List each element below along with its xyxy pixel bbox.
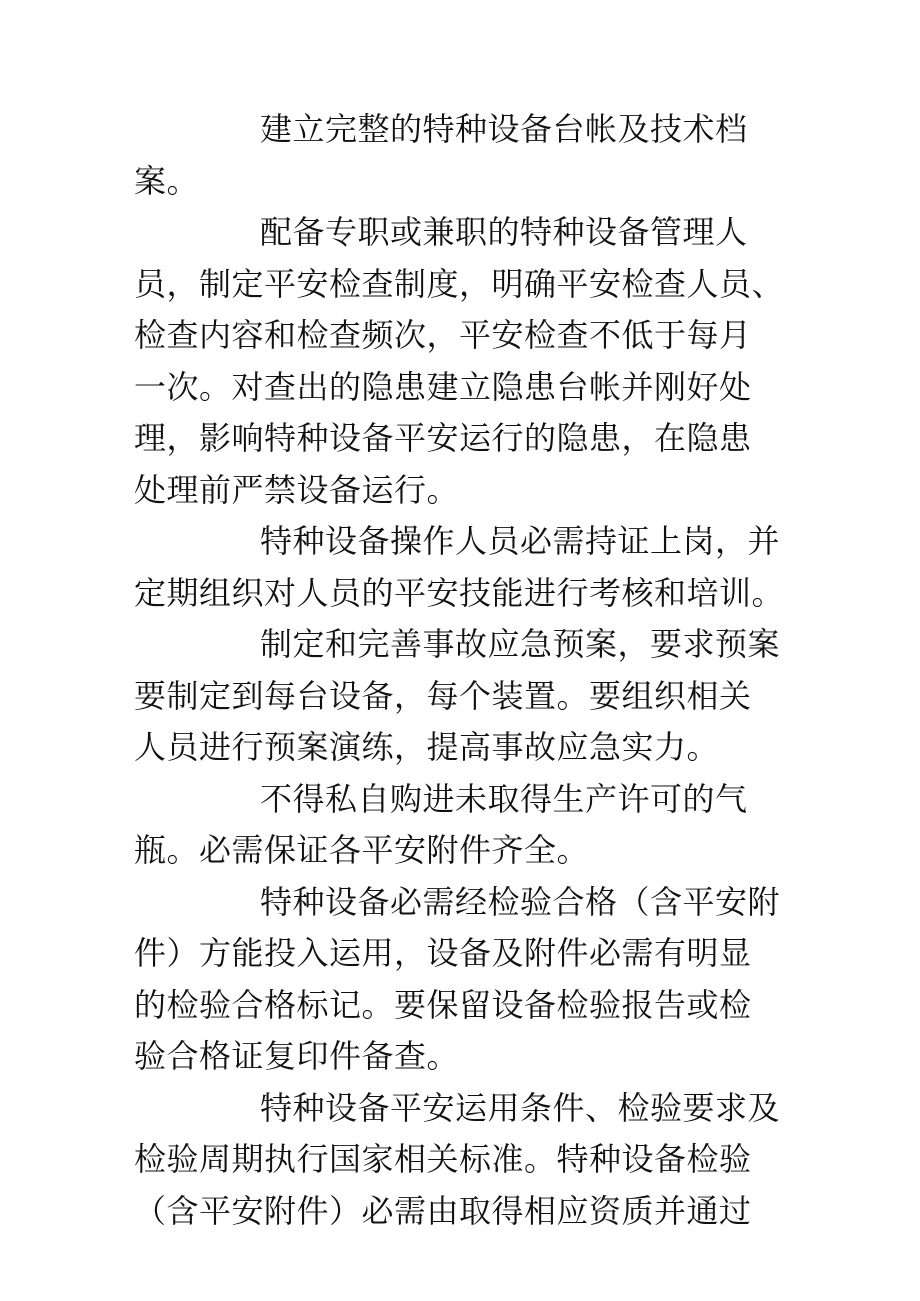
text-line: 制定和完善事故应急预案，要求预案: [260, 625, 781, 663]
text-line: 特种设备操作人员必需持证上岗，并: [260, 522, 781, 560]
text-line: 人员进行预案演练，提高事故应急实力。: [134, 728, 720, 766]
text-line: 理，影响特种设备平安运行的隐患，在隐患: [134, 419, 752, 457]
text-line: 配备专职或兼职的特种设备管理人: [260, 213, 748, 251]
text-line: （含平安附件）必需由取得相应资质并通过: [134, 1191, 752, 1230]
text-line: 瓶。必需保证各平安附件齐全。: [134, 831, 590, 869]
paragraph-emergency-plan: [134, 619, 794, 774]
paragraph-operators: [134, 516, 794, 619]
text-line: 建立完整的特种设备台帐及技术档: [260, 110, 748, 148]
text-line: 特种设备平安运用条件、检验要求及: [260, 1088, 781, 1127]
text-line: 案。: [134, 161, 200, 200]
text-line: 检验周期执行国家相关标准。特种设备检验: [134, 1140, 752, 1178]
paragraph-standards: [134, 1083, 794, 1238]
text-line: 定期组织对人员的平安技能进行考核和培训。: [134, 573, 785, 612]
text-line: 验合格证复印件备查。: [134, 1037, 460, 1075]
paragraph-management-staff: [134, 207, 794, 516]
text-line: 特种设备必需经检验合格（含平安附: [260, 882, 781, 921]
paragraph-gas-cylinders: [134, 774, 794, 877]
text-line: 件）方能投入运用，设备及附件必需有明显: [134, 934, 752, 972]
text-line: 处理前严禁设备运行。: [134, 470, 460, 509]
paragraph-ledger: [134, 104, 794, 207]
text-line: 的检验合格标记。要保留设备检验报告或检: [134, 985, 752, 1024]
text-line: 一次。对查出的隐患建立隐患台帐并刚好处: [134, 367, 752, 406]
document-body: [134, 104, 794, 1237]
text-line: 员，制定平安检查制度，明确平安检查人员、: [134, 264, 785, 303]
text-line: 检查内容和检查频次，平安检查不低于每月: [134, 316, 752, 354]
text-line: 要制定到每台设备，每个装置。要组织相关: [134, 676, 752, 715]
paragraph-inspection: [134, 877, 794, 1083]
text-line: 不得私自购进未取得生产许可的气: [260, 779, 748, 818]
